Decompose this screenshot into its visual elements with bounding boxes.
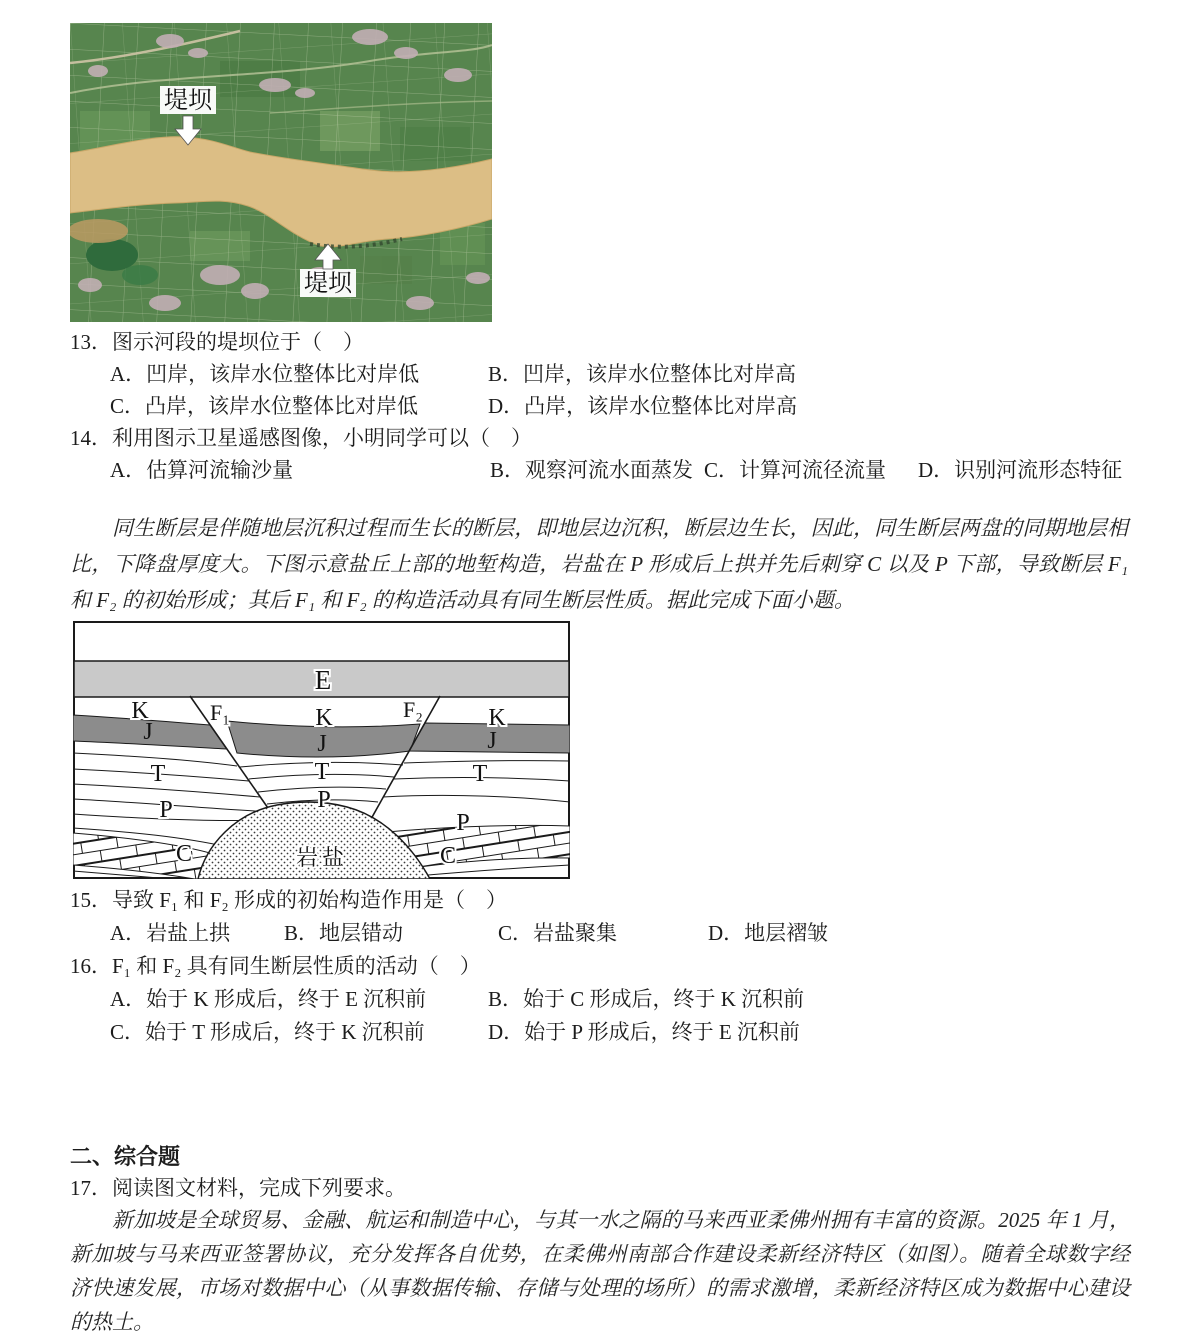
stratum-label-k-center: K — [315, 705, 333, 731]
question-13-option-b: B．凹岸，该岸水位整体比对岸高 — [488, 362, 797, 386]
mudflat-patch — [70, 219, 128, 243]
question-16-option-c: C．始于 T 形成后，终于 K 沉积前 — [110, 1020, 425, 1044]
question-14-option-b: B．观察河流水面蒸发 — [490, 458, 694, 482]
stratum-label-j-left: J — [143, 719, 153, 745]
stratum-label-j-center: J — [317, 731, 327, 757]
geology-cross-section — [73, 621, 570, 879]
question-15-option-b: B．地层错动 — [284, 921, 404, 945]
question-14-option-c: C．计算河流径流量 — [704, 458, 887, 482]
question-14-option-a: A．估算河流输沙量 — [110, 458, 294, 482]
question-13-option-d: D．凸岸，该岸水位整体比对岸高 — [488, 394, 798, 418]
stratum-label-t-left: T — [150, 761, 166, 787]
stratum-label-p-right: P — [456, 810, 470, 836]
question-15-option-d: D．地层褶皱 — [708, 921, 829, 945]
stratum-label-c-right: C — [439, 843, 457, 869]
geology-diagram — [73, 621, 570, 879]
stratum-label-k-left: K — [131, 698, 149, 724]
question-14-stem: 14．利用图示卫星遥感图像，小明同学可以（ ） — [70, 426, 532, 450]
question-13-option-a: A．凹岸，该岸水位整体比对岸低 — [110, 362, 420, 386]
stratum-label-k-right: K — [488, 705, 506, 731]
stratum-label-e: E — [314, 665, 332, 695]
stratum-label-t-right: T — [472, 761, 488, 787]
question-13-option-c: C．凸岸，该岸水位整体比对岸低 — [110, 394, 419, 418]
stratum-label-t-center: T — [314, 759, 330, 785]
levee-label-top-text: 堤坝 — [164, 88, 212, 114]
question-15-option-c: C．岩盐聚集 — [498, 921, 618, 945]
question-16-option-a: A．始于 K 形成后，终于 E 沉积前 — [110, 987, 427, 1011]
question-13-stem: 13．图示河段的堤坝位于（ ） — [70, 330, 364, 354]
question-16-option-b: B．始于 C 形成后，终于 K 沉积前 — [488, 987, 805, 1011]
question-17-stem: 17．阅读图文材料，完成下列要求。 — [70, 1176, 406, 1200]
stratum-label-p-left: P — [159, 797, 173, 823]
stratum-label-c-left: C — [175, 841, 193, 867]
question-15-stem: 15．导致 F₁ 和 F₂ 形成的初始构造作用是（ ） — [70, 888, 507, 912]
stratum-label-p-center: P — [317, 787, 331, 813]
material-paragraph-syndepositional-fault: 同生断层是伴随地层沉积过程而生长的断层，即地层边沉积，断层边生长，因此，同生断层两盘的同期地层相比，下降盘厚度大。下图示意盐丘上部的地堑构造，岩盐在 P 形成后上拱并先后刺穿 C 以及 P 下部，导致断层 F₁ 和 F₂ 的初始形成；其后 F₁ 和 F₂ 的构造活动具有同生断层性质。据此完成下面小题。 — [70, 516, 1128, 612]
stratum-label-j-right: J — [487, 728, 497, 754]
question-15-option-a: A．岩盐上拱 — [110, 921, 231, 945]
salt-dome-label: 岩盐 — [295, 845, 349, 870]
satellite-figure — [70, 23, 492, 322]
satellite-image — [70, 23, 492, 322]
levee-label-bottom-text: 堤坝 — [304, 271, 352, 297]
fault-label-f1: F₁ — [210, 700, 230, 725]
fault-label-f2: F₂ — [403, 697, 423, 722]
question-16-stem: 16．F₁ 和 F₂ 具有同生断层性质的活动（ ） — [70, 954, 481, 978]
question-16-option-d: D．始于 P 形成后，终于 E 沉积前 — [488, 1020, 800, 1044]
question-14-option-d: D．识别河流形态特征 — [918, 458, 1123, 482]
question-17-material: 新加坡是全球贸易、金融、航运和制造中心，与其一水之隔的马来西亚柔佛州拥有丰富的资源。2025 年 1 月，新加坡与马来西亚签署协议，充分发挥各自优势，在柔佛州南部合作建设柔新经济特区（如图）。随着全球数字经济快速发展，市场对数据中心（从事数据传输、存储与处理的场所）的需求激增，柔新经济特区成为数据中心建设的热土。 — [70, 1208, 1130, 1334]
section-heading-comprehensive: 二、综合题 — [70, 1144, 181, 1169]
